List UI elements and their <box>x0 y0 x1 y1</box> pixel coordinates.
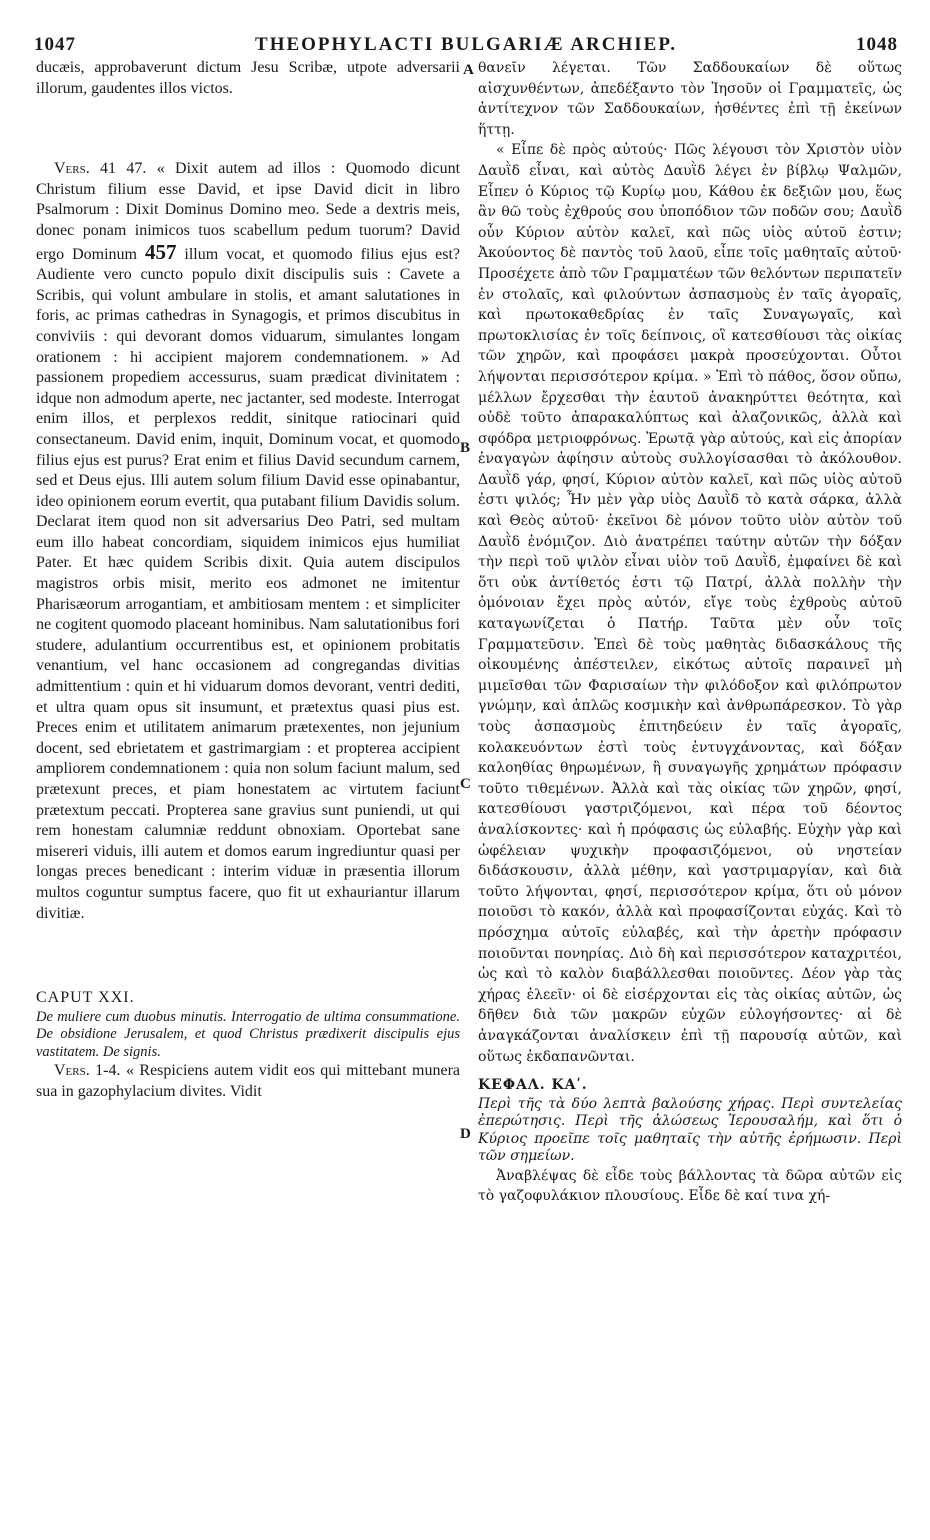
greek-paragraph-1: θανεῖν λέγεται. Τῶν Σαδδουκαίων δὲ οὕτως αἰσχυνθέντων, ἀπεδέξαντο τὸν Ἰησοῦν οἱ Γραμματεῖς, ὡς ἀντίτεχνον τῶν Σαδδουκαίων, ἡσθέντες ἐπὶ τῇ ἐκείνων ἥττῃ. <box>478 60 902 138</box>
section-marker-c: C <box>460 776 471 792</box>
verse-label-2: Vers. 1-4. <box>54 1062 121 1080</box>
latin-paragraph-3 <box>36 1061 460 1102</box>
greek-paragraph-3: Ἀναβλέψας δὲ εἶδε τοὺς βάλλοντας τὰ δῶρα αὐτῶν εἰς τὸ γαζοφυλάκιον πλουσίους. Εἶδε δὲ καί τινα χή- <box>478 1167 902 1205</box>
latin-chapter-summary: De muliere cum duobus minutis. Interrogatio de ultima consummatione. De obsidione Jerusalem, et quod Christus prædixerit discipulis ejus vastitatem. De signis. <box>36 1008 460 1060</box>
latin-paragraph-2-part-b: illum vocat, et quomodo filius ejus est? Audiente vero cuncto populo dixit discipulis suis : Cavete a Scribis, qui volunt ambulare in stolis, et amant salutationes in foris, ac primas cathedras in Synagogis, et primos discubitus in conviviis : qui devorant domos viduarum, simulantes longam orationem : hi accipient majorem condemnationem. » Ad passionem propediem accessurus, suam prædicat divinitatem : idque non admodum aperte, nec jactanter, sed modeste. Interrogat enim illos, et perplexos reddit, sinitque ratiocinari quid consectaneum. David enim, inquit, Dominum vocat, et quomodo filius ejus est purus? Erat enim et filius David secundum carnem, sed et Deus ejus. Illi autem solum filium David esse opinabantur, ideo opinionem eorum evertit, qua putabant filium Davidis solum. Declarat item quod non sit adversarius Deo Patri, sed multam eum illo habeat concordiam, siquidem inimicos ejus humiliat Pater. Et hæc quidem Scribis dixit. Quia autem discipulos magistros orbis misit, merito eos admonet ne imitentur Pharisæorum arrogantiam, et ambitiosam mentem : et simpliciter ne cogitent quomodo placeant hominibus. Nam salutationibus fori studere, adulantium occurrentibus est, et opinionem probitatis venantium, vel hanc occasionem ad congregandas divitias admittentium : quin et hi viduarum domos devorant, ventri dediti, et ultra quam opus sit insumunt, et prætextus quasi pius est. Preces enim et utilitatem animarum prætexentes, non jejunium docent, sed ebrietatem et gastrimargiam : et propterea accipient ampliorem condemnationem : quia non solum faciunt malum, sed prætexunt preces, et piam honestatem ac virtutem faciunt prætextum peccati. Propterea sane gravius sunt puniendi, ut qui rem honestam calumniæ reddunt obnoxiam. Oportebat sane misereri viduis, illi autem et domos earum ingrediuntur quasi per longas preces benedicant : interim viduæ in præsentia illorum multos coguntur sumptus facere, quo fit ut exhauriantur illarum divitiæ. <box>36 245 460 922</box>
running-title: THEOPHYLACTI BULGARIÆ ARCHIEP. <box>255 34 677 55</box>
section-marker-d: D <box>460 1126 471 1142</box>
latin-paragraph-2-part-a: « Dixit autem ad illos : Quomodo dicunt Christum filium esse David, et ipse David dicit in libro Psalmorum : Dixit Dominus Domino meo. Sede a dextris meis, donec ponam inimicos tuos scabellum pedum tuorum? David ergo Dominum <box>36 160 460 263</box>
page-number-right: 1048 <box>856 34 898 55</box>
section-marker-b: B <box>460 440 471 456</box>
greek-chapter-summary: Περὶ τῆς τὰ δύο λεπτὰ βαλούσης χήρας. Περὶ συντελείας ἐπερώτησις. Περὶ τῆς ἁλώσεως Ἱερουσαλήμ, καὶ ὅτι ὁ Κύριος προεῖπε τοῖς μαθηταῖς τὴν αὐτῆς ἐρήμωσιν. Περὶ τῶν σημείων. <box>478 1095 902 1165</box>
latin-paragraph-2 <box>36 159 460 924</box>
latin-paragraph-3-text: « Respiciens autem vidit eos qui mittebant munera sua in gazophylacium divites. Vidit <box>36 1062 460 1100</box>
latin-column <box>36 58 460 1528</box>
section-marker-a: A <box>463 62 474 78</box>
latin-paragraph-1: ducæis, approbaverunt dictum Jesu Scribæ, utpote adversarii illorum, gaudentes illos victos. <box>36 59 460 97</box>
latin-chapter-title: CAPUT XXI. <box>36 989 135 1007</box>
page-number-left: 1047 <box>34 34 76 55</box>
greek-column <box>478 58 902 1528</box>
greek-paragraph-2: « Εἶπε δὲ πρὸς αὐτούς· Πῶς λέγουσι τὸν Χριστὸν υἱὸν Δαυῒδ εἶναι, καὶ αὐτὸς Δαυῒδ λέγει ἐν βίβλῳ Ψαλμῶν, Εἶπεν ὁ Κύριος τῷ Κυρίῳ μου, Κάθου ἐκ δεξιῶν μου, ἕως ἂν θῶ τοὺς ἐχθρούς σου ὑποπόδιον τῶν ποδῶν σου; Δαυῒδ οὖν Κύριον αὐτὸν καλεῖ, καὶ πῶς υἱὸς αὐτοῦ ἐστιν; Ἀκούοντος δὲ παντὸς τοῦ λαοῦ, εἶπε τοῖς μαθηταῖς αὐτοῦ· Προσέχετε ἀπὸ τῶν Γραμματέων τῶν θελόντων περιπατεῖν ἐν στολαῖς, καὶ φιλούντων ἀσπασμοὺς ἐν ταῖς ἀγοραῖς, καὶ πρωτοκαθεδρίας ἐν ταῖς Συναγωγαῖς, καὶ πρωτοκλισίας ἐν τοῖς δείπνοις, οἳ κατεσθίουσι τὰς οἰκίας τῶν χηρῶν, καὶ προφάσει μακρὰ προσεύχονται. Οὗτοι λήψονται περισσότερον κρίμα. » Ἐπὶ τὸ πάθος, ὅσον οὔπω, μέλλων ἔρχεσθαι τὴν ἑαυτοῦ ἀνακηρύττει θεότητα, καὶ οὐδὲ τοῦτο ἀπαρακαλύπτως καὶ ἀλαζονικῶς, ἀλλὰ καὶ σφόδρα μετριοφρόνως. Ἐρωτᾷ γὰρ αὐτούς, καὶ εἰς ἀπορίαν ἐναγαγὼν ἀφίησιν αὐτοὺς συλλογίσασθαι τὸ ἀκόλουθον. Δαυῒδ γάρ, φησί, Κύριον αὐτὸν καλεῖ, καὶ πῶς υἱὸς αὐτοῦ ἐστι ψιλός; Ἦν μὲν γὰρ υἱὸς Δαυῒδ τὸ κατὰ σάρκα, ἀλλὰ καὶ Θεὸς αὐτοῦ· ἐκεῖνοι δὲ μόνον τοῦτο υἱὸν αὐτὸν τοῦ Δαυῒδ ἐνόμιζον. Διὸ ἀνατρέπει ταύτην αὐτῶν τὴν δόξαν τὴν περὶ τοῦ ψιλὸν εἶναι υἱὸν τοῦ Δαυῒδ, ἐμφαίνει δὲ καὶ ὅτι οὐκ ἀντίθετός ἐστι τῷ Πατρί, ἀλλὰ πολλὴν τὴν ὁμόνοιαν ἔχει πρὸς αὐτόν, εἴγε τοὺς ἐχθροὺς αὐτοῦ καταγωνίζεται ὁ Πατήρ. Ταῦτα μὲν οὖν τοῖς Γραμματεῦσιν. Ἐπεὶ δὲ τοὺς μαθητὰς διδασκάλους τῆς οἰκουμένης ἀπέστειλεν, εἰκότως αὐτοῖς παραινεῖ μὴ μιμεῖσθαι τῶν Φαρισαίων τὴν φιλόδοξον καὶ φιλόπρωτον γνώμην, καὶ ἁπλῶς κοσμικὴν καὶ ἀνθρωπάρεσκον. Τὸ γὰρ τοὺς ἀσπασμοὺς ἐπιτηδεύειν ἐν ταῖς ἀγοραῖς, κολακευόντων ἐστὶ τοὺς ἐντυγχάνοντας, καὶ δόξαν καλοηθίας θηρωμένων, ἢ συναγωγῆς χρημάτων πρόφασιν τοῦτο τιθεμένων. Ἀλλὰ καὶ τὰς οἰκίας τῶν χηρῶν, φησί, κατεσθίουσι γαστριζόμενοι, καὶ πέρα τοῦ δέοντος ἀναλίσκοντες· καὶ ἡ πρόφασις ὡς εὐλαβής. Εὐχὴν γὰρ καὶ ὠφέλειαν ψυχικὴν προφασιζόμενοι, οὐ νηστείαν διδάσκουσιν, ἀλλὰ μέθην, καὶ γαστριμαργίαν, καὶ διὰ τοῦτο λήψονται, φησί, περισσότερον κρίμα, ὅτι οὐ μόνον ποιοῦσι τὸ κακόν, ἀλλὰ καὶ προφασίζονται εὐχάς. Καὶ τὸ πρόσχημα αὐτοῖς εὐλαβές, καὶ τὴν ἀρετὴν πρόφασιν ποιοῦνται πονηρίας. Διὸ δὴ καὶ περισσότερον καταχριτέοι, ὡς καὶ τὸ καλὸν διαβάλλεσθαι ποιοῦντες. Δέον γὰρ τὰς χήρας ἐλεεῖν· οἱ δὲ εἰσέρχονται εἰς τὰς οἰκίας αὐτῶν, ὡς δῆθεν διὰ τῶν μακρῶν εὐχῶν εὐλογήσοντες· αἱ δὲ ἀναγκάζονται ἀναλίσκειν ἐπὶ τῇ παρουσίᾳ αὐτῶν, καὶ οὕτως ἐκδαπανῶνται. <box>478 142 902 1065</box>
greek-chapter-title: ΚΕΦΑΛ. ΚΑʹ. <box>478 1077 588 1094</box>
running-header <box>34 34 898 56</box>
verse-label: Vers. 41 47. <box>54 160 147 178</box>
column-number: 457 <box>144 239 177 264</box>
